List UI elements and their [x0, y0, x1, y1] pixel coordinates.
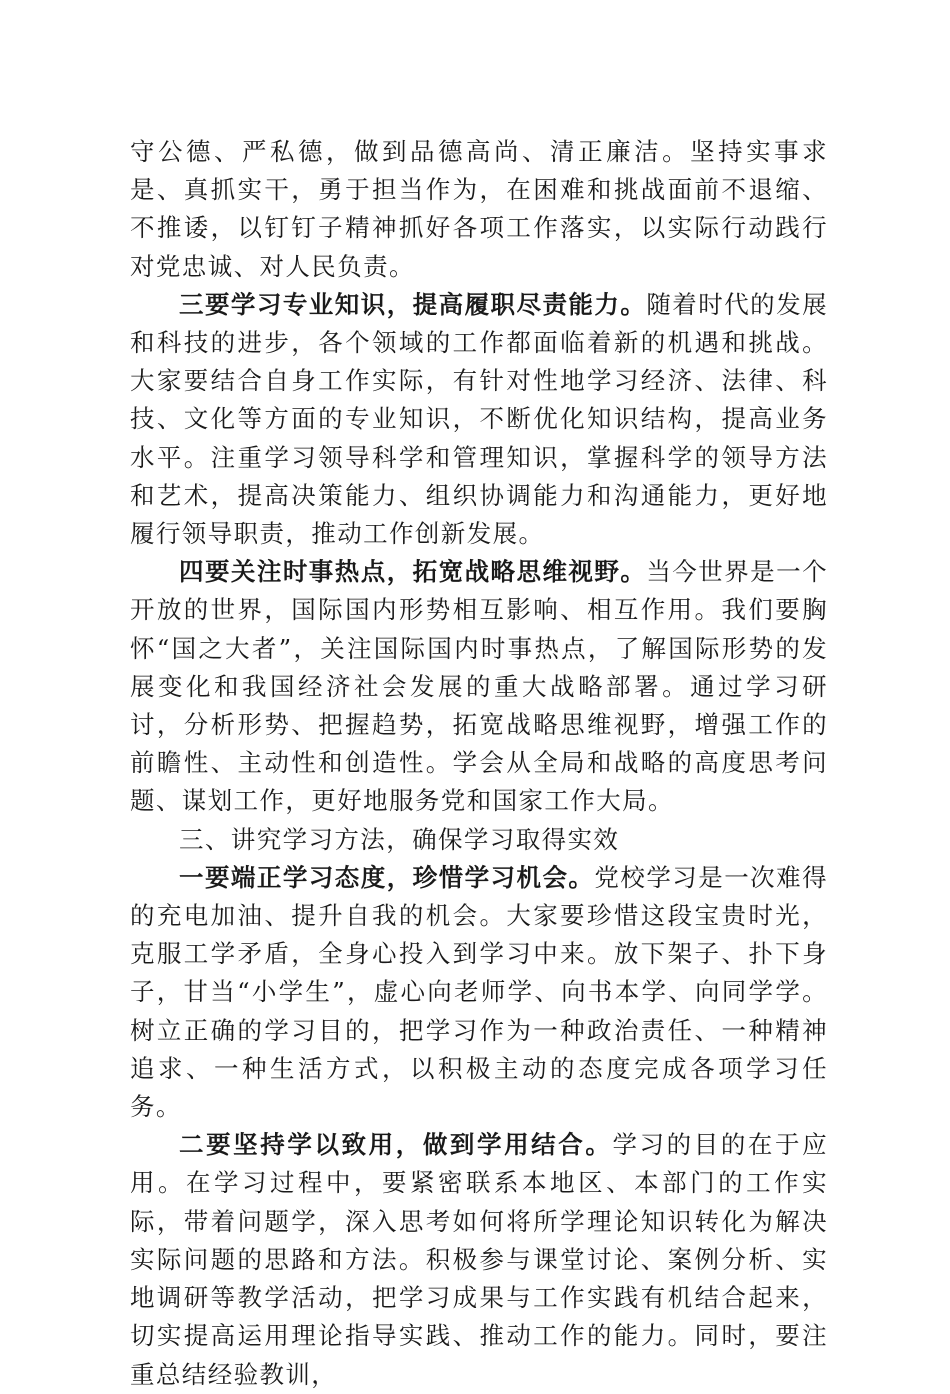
paragraph-lead-sentence: 四要关注时事热点，拓宽战略思维视野。 [179, 557, 647, 587]
document-body [130, 133, 828, 1394]
paragraph-body: 学习的目的在于应用。在学习过程中，要紧密联系本地区、本部门的工作实际，带着问题学，深入思考如何将所学理论知识转化为解决实际问题的思路和方法。积极参与课堂讨论、案例分析、实地调研等教学活动，把学习成果与工作实践有机结合起来，切实提高运用理论指导实践、推动工作的能力。同时，要注重总结经验教训， [130, 1130, 828, 1389]
paragraph-apply-learning [130, 1126, 828, 1393]
paragraph-lead-sentence: 三要学习专业知识，提高履职尽责能力。 [179, 289, 647, 319]
paragraph-body: 守公德、严私德，做到品德高尚、清正廉洁。坚持实事求是、真抓实干，勇于担当作为，在困难和挑战面前不退缩、不推诿，以钉钉子精神抓好各项工作落实，以实际行动践行对党忠诚、对人民负责。 [130, 137, 828, 281]
paragraph-professional-knowledge [130, 286, 828, 553]
paragraph-body: 当今世界是一个开放的世界，国际国内形势相互影响、相互作用。我们要胸怀“国之大者”，关注国际国内时事热点，了解国际形势的发展变化和我国经济社会发展的重大战略部署。通过学习研讨，分析形势、把握趋势，拓宽战略思维视野，增强工作的前瞻性、主动性和创造性。学会从全局和战略的高度思考问题、谋划工作，更好地服务党和国家工作大局。 [130, 557, 828, 816]
paragraph-body: 党校学习是一次难得的充电加油、提升自我的机会。大家要珍惜这段宝贵时光，克服工学矛盾，全身心投入到学习中来。放下架子、扑下身子，甘当“小学生”，虚心向老师学、向书本学、向同学学。树立正确的学习目的，把学习作为一种政治责任、一种精神追求、一种生活方式，以积极主动的态度完成各项学习任务。 [130, 862, 828, 1122]
section-heading: 三、讲究学习方法，确保学习取得实效 [179, 824, 620, 854]
paragraph-lead-sentence: 二要坚持学以致用，做到学用结合。 [179, 1130, 613, 1160]
paragraph-continuation [130, 133, 828, 286]
paragraph-body: 随着时代的发展和科技的进步，各个领域的工作都面临着新的机遇和挑战。大家要结合自身工作实际，有针对性地学习经济、法律、科技、文化等方面的专业知识，不断优化知识结构，提高业务水平。注重学习领导科学和管理知识，掌握科学的领导方法和艺术，提高决策能力、组织协调能力和沟通能力，更好地履行领导职责，推动工作创新发展。 [130, 289, 828, 549]
paragraph-learning-attitude [130, 859, 828, 1126]
paragraph-current-affairs [130, 553, 828, 820]
paragraph-lead-sentence: 一要端正学习态度，珍惜学习机会。 [179, 862, 595, 892]
